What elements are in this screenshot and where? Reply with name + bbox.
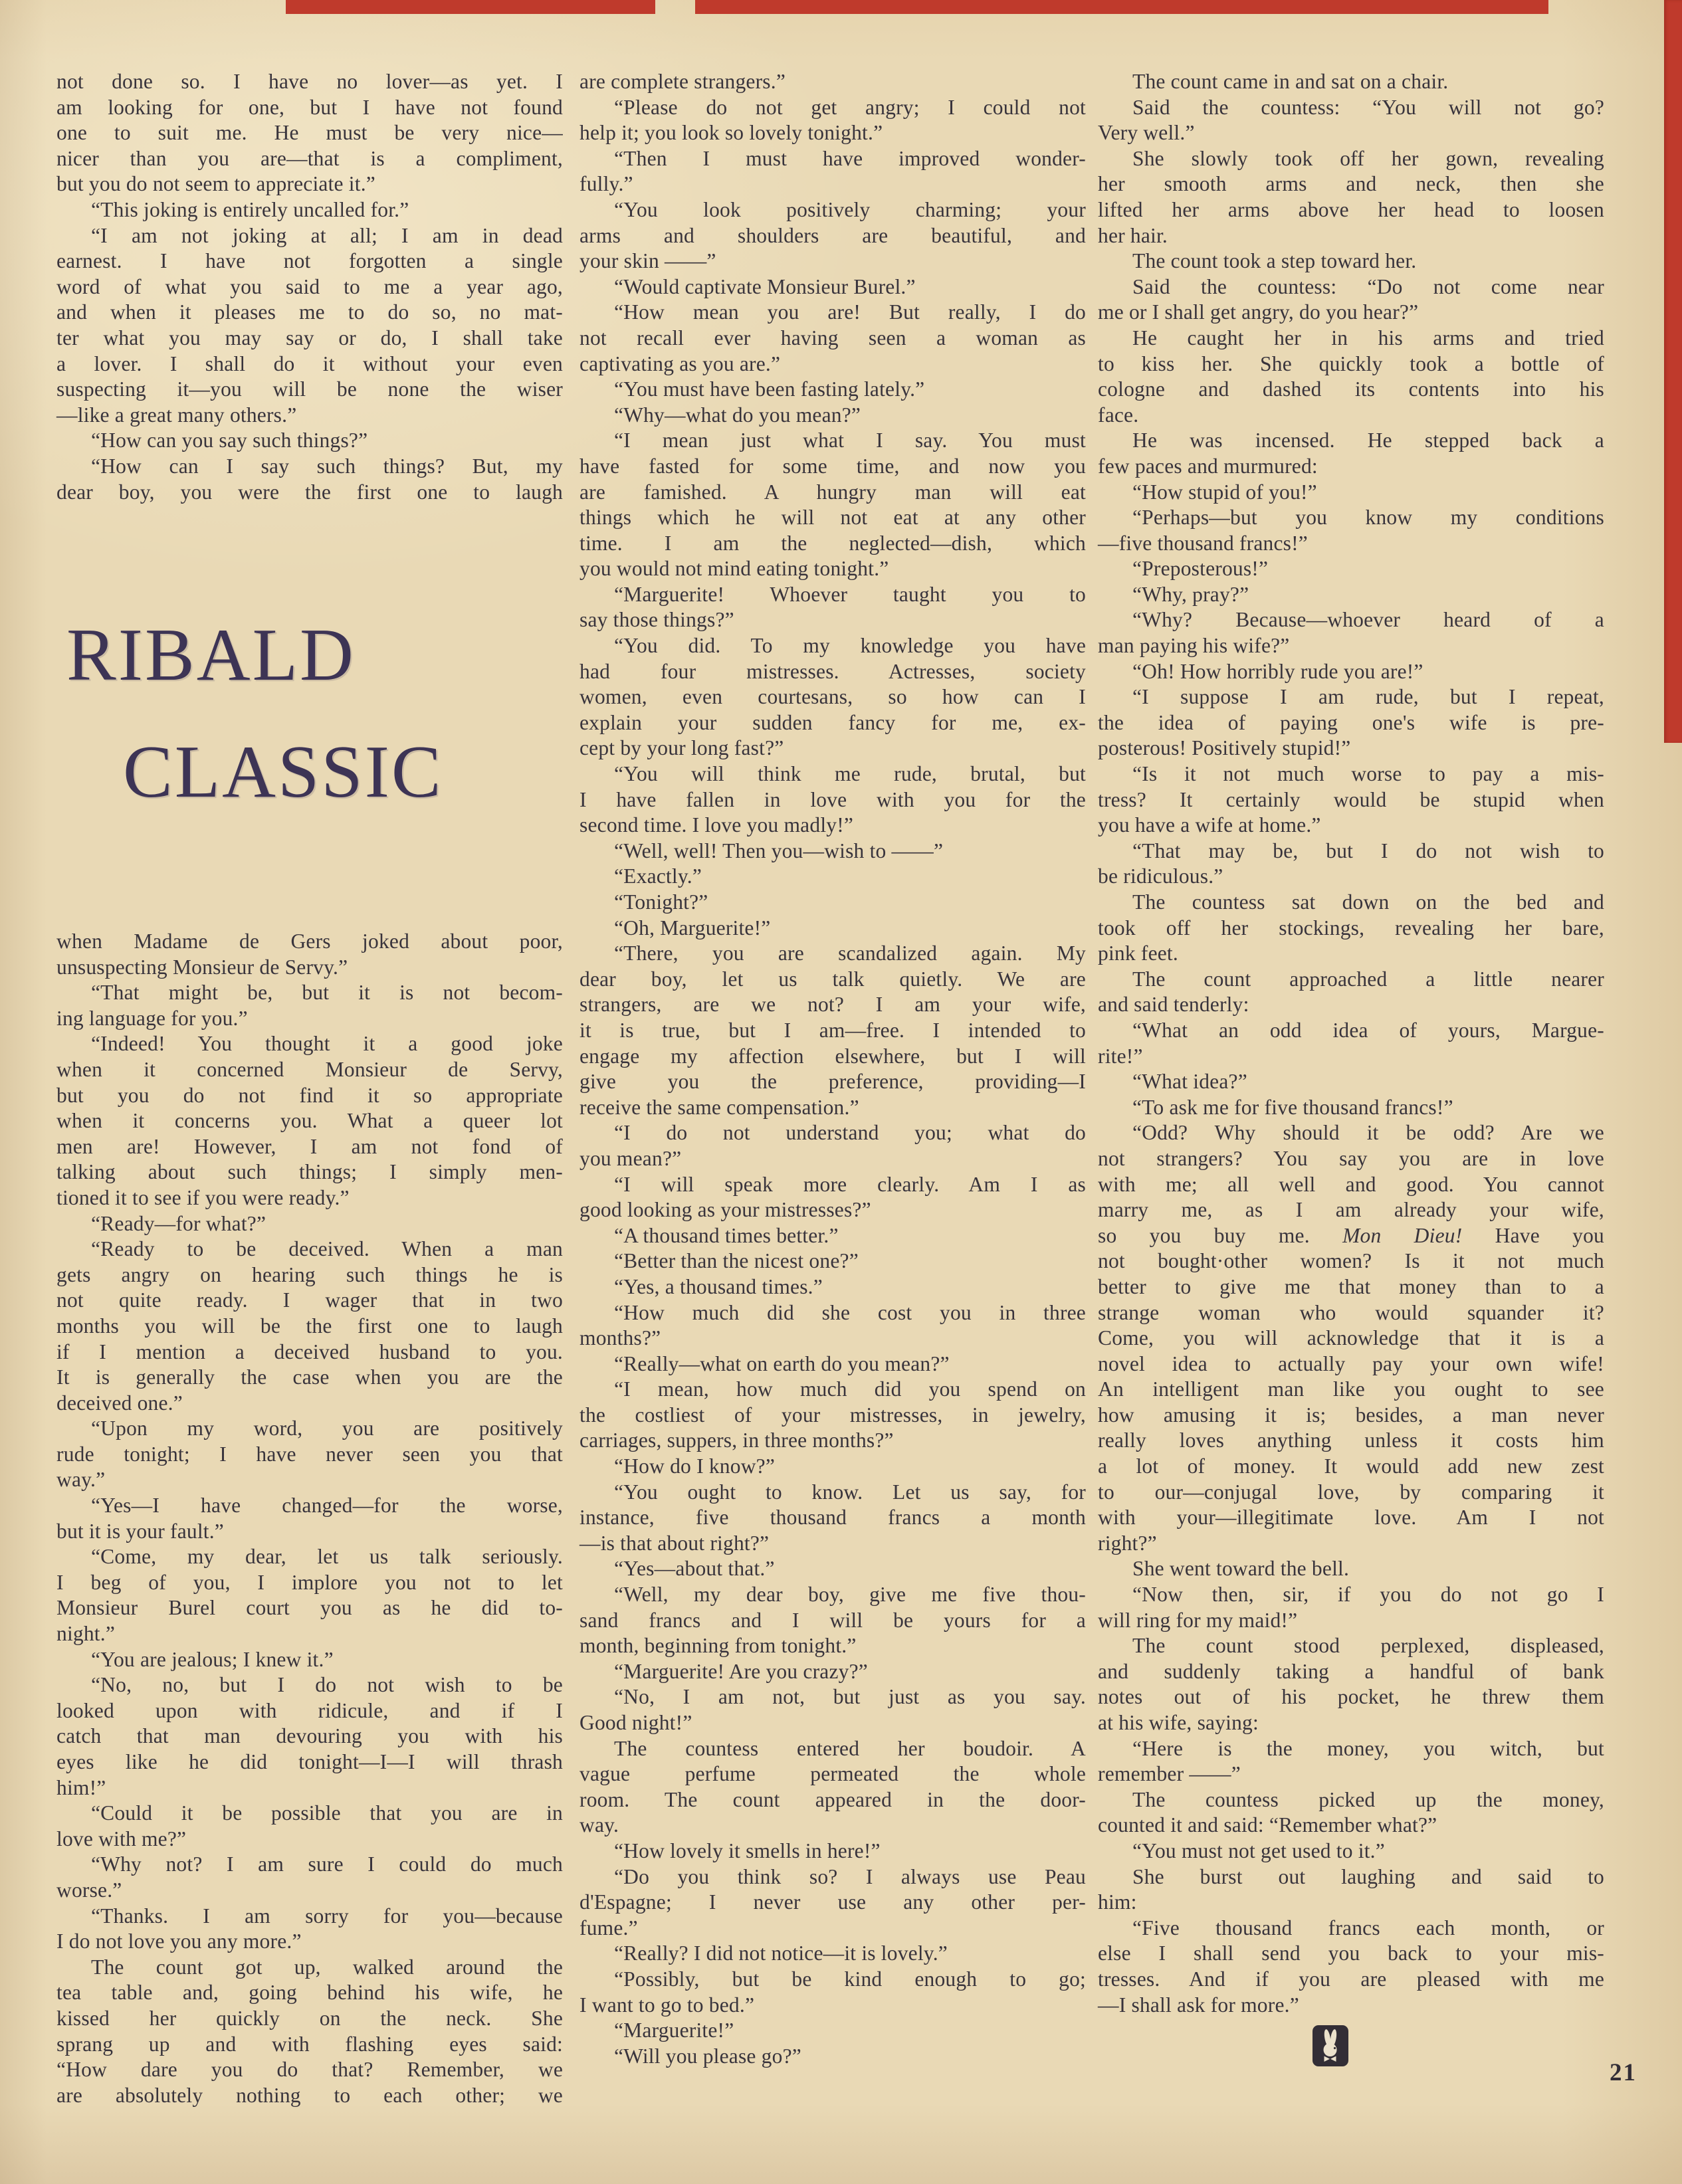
text-line: her hair.: [1098, 223, 1168, 247]
text-line: “Is it not much worse to pay a mis-: [1132, 762, 1604, 786]
text-line: “How much did she cost you in three: [614, 1300, 1086, 1324]
text-line: men are! However, I am not fond of: [56, 1134, 563, 1158]
text-line: “Please do not get angry; I could not: [614, 95, 1086, 119]
text-line: novel idea to actually pay your own wife!: [1098, 1351, 1604, 1375]
text-line: I do not love you any more.”: [56, 1930, 302, 1953]
text-line: “Now then, sir, if you do not go I: [1132, 1583, 1604, 1607]
text-line: things which he will not eat at any other: [579, 506, 1086, 530]
text-line: it is true, but I am—free. I intended to: [579, 1018, 1086, 1042]
text-line: “Oh! How horribly rude you are!”: [1132, 659, 1423, 683]
column-2-text: [579, 69, 1086, 2069]
text-line: “Would captivate Monsieur Burel.”: [614, 274, 916, 298]
text-line: say those things?”: [579, 608, 734, 632]
text-line: gets angry on hearing such things he is: [56, 1262, 563, 1286]
text-line: man paying his wife?”: [1098, 634, 1290, 658]
text-line: “Preposterous!”: [1132, 557, 1269, 581]
text-line: “Here is the money, you witch, but: [1132, 1736, 1604, 1760]
text-line: else I shall send you back to your mis-: [1098, 1941, 1604, 1965]
text-line: “How do I know?”: [614, 1454, 776, 1478]
text-line: night.”: [56, 1622, 116, 1646]
text-line: I want to go to bed.”: [579, 1993, 755, 2017]
text-line: but you do not find it so appropriate: [56, 1083, 563, 1107]
text-line: months you will be the first one to laugh: [56, 1314, 563, 1338]
text-line: She burst out laughing and said to: [1132, 1864, 1604, 1888]
text-line: how amusing it is; besides, a man never: [1098, 1403, 1604, 1427]
text-line: strangers, are we not? I am your wife,: [579, 993, 1086, 1017]
text-line: word of what you said to me a year ago,: [56, 274, 563, 298]
text-line: “Yes, a thousand times.”: [614, 1274, 823, 1298]
text-line: rude tonight; I have never seen you that: [56, 1442, 563, 1466]
text-line: looked upon with ridicule, and if I: [56, 1698, 563, 1722]
column-1-bottom-text: [56, 929, 563, 2108]
text-line: “Oh, Marguerite!”: [614, 916, 771, 940]
text-line: “Ready—for what?”: [91, 1211, 266, 1235]
text-line: “Come, my dear, let us talk seriously.: [91, 1545, 563, 1569]
text-line: sand francs and I will be yours for a: [579, 1608, 1086, 1632]
text-line: you have a wife at home.”: [1098, 813, 1321, 837]
text-line: pink feet.: [1098, 942, 1178, 965]
text-line: “Will you please go?”: [614, 2044, 801, 2068]
text-line: at his wife, saying:: [1098, 1711, 1259, 1734]
text-line: Said the countess: “Do not come near: [1132, 274, 1604, 298]
text-line: “Five thousand francs each month, or: [1132, 1916, 1604, 1939]
text-line: “You will think me rude, brutal, but: [614, 762, 1086, 786]
text-line: kissed her quickly on the neck. She: [56, 2006, 563, 2030]
text-line: Said the countess: “You will not go?: [1132, 95, 1604, 119]
text-line: him!”: [56, 1775, 106, 1799]
text-line: give you the preference, providing—I: [579, 1070, 1086, 1094]
text-line: receive the same compensation.”: [579, 1095, 859, 1119]
text-line: “That may be, but I do not wish to: [1132, 839, 1604, 862]
column-3-text: [1098, 69, 1604, 2018]
text-line: tea table and, going behind his wife, he: [56, 1981, 563, 2005]
text-line: not bought·other women? Is it not much: [1098, 1249, 1604, 1273]
text-line: dear boy, let us talk quietly. We are: [579, 967, 1086, 991]
text-line: a lover. I shall do it without your even: [56, 351, 563, 375]
text-line: right?”: [1098, 1531, 1157, 1555]
text-line: are complete strangers.”: [579, 70, 786, 93]
text-line: She slowly took off her gown, revealing: [1132, 146, 1604, 170]
text-line: “Do you think so? I always use Peau: [614, 1864, 1086, 1888]
text-line: love with me?”: [56, 1827, 187, 1850]
text-line: month, beginning from tonight.”: [579, 1634, 857, 1658]
text-line: “Marguerite! Whoever taught you to: [614, 582, 1086, 606]
text-line: It is generally the case when you are the: [56, 1365, 563, 1389]
text-line: “That might be, but it is not becom-: [91, 981, 563, 1005]
text-line: “You must not get used to it.”: [1132, 1838, 1385, 1862]
text-line: “To ask me for five thousand francs!”: [1132, 1095, 1453, 1119]
text-line: The count came in and sat on a chair.: [1132, 70, 1449, 93]
text-line: deceived one.”: [56, 1391, 183, 1415]
red-edge-mark-top-left: [286, 0, 655, 14]
text-line: ter what you may say or do, I shall take: [56, 326, 563, 349]
text-line: instance, five thousand francs a month: [579, 1506, 1086, 1530]
text-line: fully.”: [579, 172, 633, 196]
text-line: “What an odd idea of yours, Margue-: [1132, 1018, 1604, 1042]
text-line: “Odd? Why should it be odd? Are we: [1132, 1121, 1604, 1145]
text-line: The count got up, walked around the: [91, 1955, 563, 1979]
text-line: “I mean, how much did you spend on: [614, 1377, 1086, 1401]
text-line: “Why? Because—whoever heard of a: [1132, 608, 1604, 632]
text-line: me or I shall get angry, do you hear?”: [1098, 300, 1419, 324]
red-edge-mark-right: [1664, 0, 1682, 743]
text-line: him:: [1098, 1890, 1137, 1914]
text-line: “Why—what do you mean?”: [614, 403, 861, 427]
text-line: cept by your long fast?”: [579, 736, 784, 760]
text-line: face.: [1098, 403, 1139, 427]
text-line: not done so. I have no lover—as yet. I: [56, 70, 563, 93]
text-line: “How stupid of you!”: [1132, 480, 1317, 504]
text-line: “What idea?”: [1132, 1070, 1247, 1094]
text-line: He was incensed. He stepped back a: [1132, 429, 1604, 452]
text-line: you would not mind eating tonight.”: [579, 557, 889, 581]
text-line: are absolutely nothing to each other; we: [56, 2083, 563, 2107]
text-line: “Thanks. I am sorry for you—because: [91, 1904, 563, 1928]
text-line: Come, you will acknowledge that it is a: [1098, 1326, 1604, 1350]
text-line: but you do not seem to appreciate it.”: [56, 172, 375, 196]
text-line: fume.”: [579, 1916, 638, 1939]
text-line: eyes like he did tonight—I—I will thrash: [56, 1750, 563, 1773]
text-line: “You must have been fasting lately.”: [614, 377, 925, 401]
text-line: An intelligent man like you ought to see: [1098, 1377, 1604, 1401]
red-edge-mark-top-right: [695, 0, 1548, 14]
text-line: “I suppose I am rude, but I repeat,: [1132, 685, 1604, 709]
text-line: “Upon my word, you are positively: [91, 1417, 563, 1440]
text-line: good looking as your mistresses?”: [579, 1198, 871, 1222]
text-line: “Better than the nicest one?”: [614, 1249, 859, 1273]
text-line: lifted her arms above her head to loosen: [1098, 197, 1604, 221]
text-line: “You look positively charming; your: [614, 197, 1086, 221]
text-line: “Yes—I have changed—for the worse,: [91, 1494, 563, 1518]
title-word-classic: CLASSIC: [123, 731, 443, 813]
text-line: “Why not? I am sure I could do much: [91, 1852, 563, 1876]
text-line: “Ready to be deceived. When a man: [91, 1237, 563, 1261]
text-line: counted it and said: “Remember what?”: [1098, 1813, 1437, 1837]
text-line: “Marguerite! Are you crazy?”: [614, 1659, 868, 1683]
text-line: you mean?”: [579, 1146, 682, 1170]
text-line: but it is your fault.”: [56, 1519, 224, 1543]
text-line: talking about such things; I simply men-: [56, 1160, 563, 1184]
text-line: suspecting it—you will be none the wiser: [56, 377, 563, 401]
text-line: am looking for one, but I have not found: [56, 95, 563, 119]
title-word-ribald: RIBALD: [66, 614, 356, 696]
text-line: The countess sat down on the bed and: [1132, 890, 1604, 914]
text-line: time. I am the neglected—dish, which: [579, 531, 1086, 555]
text-line: “There, you are scandalized again. My: [614, 942, 1086, 965]
text-line: —I shall ask for more.”: [1098, 1993, 1299, 2017]
text-line: The count stood perplexed, displeased,: [1132, 1634, 1604, 1658]
text-line: “Marguerite!”: [614, 2019, 734, 2042]
text-line: women, even courtesans, so how can I: [579, 685, 1086, 709]
text-line: have fasted for some time, and now you: [579, 454, 1086, 478]
text-line: He caught her in his arms and tried: [1132, 326, 1604, 349]
text-line: notes out of his pocket, he threw them: [1098, 1685, 1604, 1709]
text-line: “You are jealous; I knew it.”: [91, 1647, 334, 1671]
text-line: “No, no, but I do not wish to be: [91, 1673, 563, 1697]
text-line: Monsieur Burel court you as he did to-: [56, 1596, 563, 1620]
text-line: the costliest of your mistresses, in jewelry,: [579, 1403, 1086, 1427]
text-line: “I mean just what I say. You must: [614, 429, 1086, 452]
text-line: with your—illegitimate love. Am I not: [1098, 1506, 1604, 1530]
text-line: “Then I must have improved wonder-: [614, 146, 1086, 170]
text-line: engage my affection elsewhere, but I will: [579, 1044, 1086, 1068]
text-line: “How can you say such things?”: [91, 429, 368, 452]
text-line: captivating as you are.”: [579, 351, 781, 375]
text-line: few paces and murmured:: [1098, 454, 1318, 478]
text-line: “You ought to know. Let us say, for: [614, 1480, 1086, 1504]
text-line: are famished. A hungry man will eat: [579, 480, 1086, 504]
text-line: worse.”: [56, 1878, 122, 1902]
text-line: “Well, well! Then you—wish to ——”: [614, 839, 944, 862]
text-line: She went toward the bell.: [1132, 1557, 1350, 1581]
text-line: with me; all well and good. You cannot: [1098, 1172, 1604, 1196]
text-line: —like a great many others.”: [56, 403, 297, 427]
text-line: “Possibly, but be kind enough to go;: [614, 1967, 1086, 1991]
text-line: nicer than you are—that is a compliment,: [56, 146, 563, 170]
text-line: posterous! Positively stupid!”: [1098, 736, 1351, 760]
text-line: not recall ever having seen a woman as: [579, 326, 1086, 349]
column-1-top-text: [56, 69, 563, 505]
text-line: one to suit me. He must be very nice—: [56, 121, 563, 145]
text-line: d'Espagne; I never use any other per-: [579, 1890, 1086, 1914]
text-line: to our—conjugal love, by comparing it: [1098, 1480, 1604, 1504]
text-line: “A thousand times better.”: [614, 1223, 839, 1247]
text-line: had four mistresses. Actresses, society: [579, 659, 1086, 683]
text-line: remember ——”: [1098, 1762, 1241, 1786]
text-line: when it concerns you. What a queer lot: [56, 1109, 563, 1133]
text-line: “How can I say such things? But, my: [91, 454, 563, 478]
text-line: carriages, suppers, in three months?”: [579, 1429, 894, 1452]
text-line: The count approached a little nearer: [1132, 967, 1604, 991]
page-number: 21: [1610, 2059, 1637, 2086]
playboy-bunny-icon: [1313, 2025, 1348, 2066]
text-line: way.: [579, 1813, 619, 1837]
text-line: tresses. And if you are pleased with me: [1098, 1967, 1604, 1991]
text-line: not quite ready. I wager that in two: [56, 1288, 563, 1312]
text-line: explain your sudden fancy for me, ex-: [579, 710, 1086, 734]
text-line: to kiss her. She quickly took a bottle of: [1098, 351, 1604, 375]
text-line: the idea of paying one's wife is pre-: [1098, 710, 1604, 734]
text-line: “I am not joking at all; I am in dead: [91, 223, 563, 247]
text-line: better to give me that money than to a: [1098, 1274, 1604, 1298]
text-line: “I will speak more clearly. Am I as: [614, 1172, 1086, 1196]
text-line: her smooth arms and neck, then she: [1098, 172, 1604, 196]
text-line: when it concerned Monsieur de Servy,: [56, 1057, 563, 1081]
text-line: arms and shoulders are beautiful, and: [579, 223, 1086, 247]
text-line: and when it pleases me to do so, no mat-: [56, 300, 563, 324]
text-line: Good night!”: [579, 1711, 692, 1734]
text-line: “Exactly.”: [614, 864, 702, 888]
text-line: cologne and dashed its contents into his: [1098, 377, 1604, 401]
text-line: tress? It certainly would be stupid when: [1098, 787, 1604, 811]
text-line: “Indeed! You thought it a good joke: [91, 1032, 563, 1056]
text-line: earnest. I have not forgotten a single: [56, 249, 563, 273]
text-line: tioned it to see if you were ready.”: [56, 1185, 350, 1209]
text-line: “No, I am not, but just as you say.: [614, 1685, 1086, 1709]
text-line: a lot of money. It would add new zest: [1098, 1454, 1604, 1478]
text-line: “Tonight?”: [614, 890, 708, 914]
text-line: months?”: [579, 1326, 661, 1350]
text-line: “Perhaps—but you know my conditions: [1132, 506, 1604, 530]
text-line: catch that man devouring you with his: [56, 1724, 563, 1748]
text-line: vague perfume permeated the whole: [579, 1762, 1086, 1786]
text-line: I beg of you, I implore you not to let: [56, 1570, 563, 1594]
text-line: “You did. To my knowledge you have: [614, 634, 1086, 658]
text-line: The countess entered her boudoir. A: [614, 1736, 1086, 1760]
text-line: unsuspecting Monsieur de Servy.”: [56, 955, 348, 979]
text-line: not strangers? You say you are in love: [1098, 1146, 1604, 1170]
text-line: and suddenly taking a handful of bank: [1098, 1659, 1604, 1683]
text-line: when Madame de Gers joked about poor,: [56, 930, 563, 953]
text-line: “Why, pray?”: [1132, 582, 1249, 606]
text-line: if I mention a deceived husband to you.: [56, 1340, 563, 1363]
text-line: “This joking is entirely uncalled for.”: [91, 197, 409, 221]
text-line: room. The count appeared in the door-: [579, 1787, 1086, 1811]
text-line: help it; you look so lovely tonight.”: [579, 121, 883, 145]
text-line: The count took a step toward her.: [1132, 249, 1417, 273]
text-line: “Yes—about that.”: [614, 1557, 775, 1581]
text-line: “Really? I did not notice—it is lovely.”: [614, 1941, 948, 1965]
text-line: ing language for you.”: [56, 1006, 248, 1030]
text-line: —five thousand francs!”: [1098, 531, 1308, 555]
text-line: and said tenderly:: [1098, 993, 1249, 1017]
text-line: “How mean you are! But really, I do: [614, 300, 1086, 324]
text-line: “How lovely it smells in here!”: [614, 1838, 881, 1862]
text-line: “I do not understand you; what do: [614, 1121, 1086, 1145]
text-line: “Could it be possible that you are in: [91, 1801, 563, 1825]
text-line: I have fallen in love with you for the: [579, 787, 1086, 811]
text-line: strange woman who would squander it?: [1098, 1300, 1604, 1324]
text-line: dear boy, you were the first one to laugh: [56, 480, 563, 504]
text-line: so you buy me. Mon Dieu! Have you: [1098, 1223, 1604, 1247]
text-line: sprang up and with flashing eyes said:: [56, 2032, 563, 2056]
text-line: “Really—what on earth do you mean?”: [614, 1351, 950, 1375]
text-line: took off her stockings, revealing her bare,: [1098, 916, 1604, 940]
text-line: Very well.”: [1098, 121, 1195, 145]
text-line: will ring for my maid!”: [1098, 1608, 1298, 1632]
text-line: way.”: [56, 1468, 106, 1492]
text-line: —is that about right?”: [579, 1531, 770, 1555]
text-line: marry me, as I am already your wife,: [1098, 1198, 1604, 1222]
text-line: really loves anything unless it costs him: [1098, 1429, 1604, 1452]
text-line: second time. I love you madly!”: [579, 813, 854, 837]
text-line: your skin ——”: [579, 249, 716, 273]
text-line: The countess picked up the money,: [1132, 1787, 1604, 1811]
text-line: be ridiculous.”: [1098, 864, 1223, 888]
text-line: “How dare you do that? Remember, we: [56, 2058, 563, 2082]
text-line: rite!”: [1098, 1044, 1143, 1068]
text-line: “Well, my dear boy, give me five thou-: [614, 1583, 1086, 1607]
